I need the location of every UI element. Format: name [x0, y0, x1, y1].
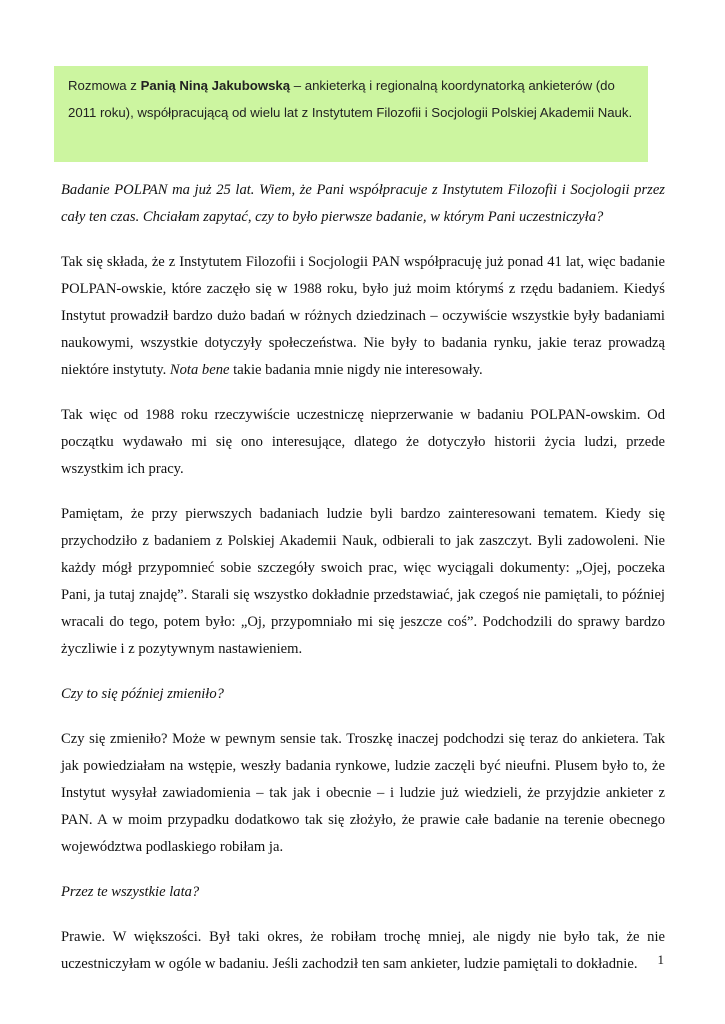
answer-5: Prawie. W większości. Był taki okres, że robiłam trochę mniej, ale nigdy nie było tak, że nie uczestniczyłam w ogóle w badaniu. Jeśli zachodził ten sam ankieter, ludzie pamiętali to dokładnie. [61, 929, 665, 972]
question-3: Przez te wszystkie lata? [61, 884, 200, 900]
intro-rest: – ankieterką i regionalną koordynatorką ankieterów (do 2011 roku), współpracującą od wielu lat z Instytutem Filozofii i Socjologii Polskiej Akademii Nauk. [68, 78, 633, 120]
answer-1-italic: Nota bene [169, 362, 230, 378]
intro-prefix: Rozmowa z [68, 78, 141, 93]
intro-box [54, 66, 648, 162]
page-number: 1 [657, 952, 664, 967]
answer-3: Pamiętam, że przy pierwszych badaniach ludzie byli bardzo zainteresowani tematem. Kiedy się przychodziło z badaniem z Polskiej Akademii Nauk, odbierali to jak zaszczyt. Byli zadowoleni. Nie każdy mógł przypomnieć sobie szczegóły swoich prac, więc wyciągali dokumenty: „Ojej, poczeka Pani, ja tutaj znajdę”. Starali się wszystko dokładnie przedstawiać, jak czegoś nie pamiętali, to później wracali do tego, potem było: „Oj, przypomniało mi się jeszcze coś”. Podchodzili do sprawy bardzo życzliwie i z pozytywnym nastawieniem. [61, 506, 665, 657]
question-1: Badanie POLPAN ma już 25 lat. Wiem, że Pani współpracuje z Instytutem Filozofii i Socjologii przez cały ten czas. Chciałam zapytać, czy to było pierwsze badanie, w którym Pani uczestniczyła? [61, 182, 665, 225]
interview-body [61, 177, 665, 978]
answer-1-text: Tak się składa, że z Instytutem Filozofii i Socjologii PAN współpracuję już ponad 41 lat, więc badanie POLPAN-owskie, które zaczęło się w 1988 roku, było już moim którymś z rzędu badaniem. Kiedyś Instytut prowadził bardzo dużo badań w różnych dziedzinach – oczywiście wszystkie były badaniami naukowymi, wszystkie dotyczyły społeczeństwa. Nie były to badania rynku, jakie teraz prowadzą niektóre instytuty. [61, 254, 665, 378]
intro-name: Panią Niną Jakubowską [140, 78, 291, 93]
answer-1 [61, 249, 665, 384]
answer-4: Czy się zmieniło? Może w pewnym sensie tak. Troszkę inaczej podchodzi się teraz do ankietera. Tak jak powiedziałam na wstępie, weszły badania rynkowe, ludzie zaczęli być nieufni. Plusem było to, że Instytut wysyłał zawiadomienia – tak jak i obecnie – i ludzie już wiedzieli, że przyjdzie ankieter z PAN. A w moim przypadku dodatkowo tak się złożyło, że prawie całe badanie na terenie obecnego województwa podlaskiego robiłam ja. [61, 731, 665, 855]
answer-1-end: takie badania mnie nigdy nie interesowały. [229, 362, 483, 378]
question-2: Czy to się później zmieniło? [61, 686, 224, 702]
answer-2: Tak więc od 1988 roku rzeczywiście uczestniczę nieprzerwanie w badaniu POLPAN-owskim. Od początku wydawało mi się ono interesujące, dlatego że dotyczyło historii życia ludzi, przede wszystkim ich pracy. [61, 407, 665, 477]
